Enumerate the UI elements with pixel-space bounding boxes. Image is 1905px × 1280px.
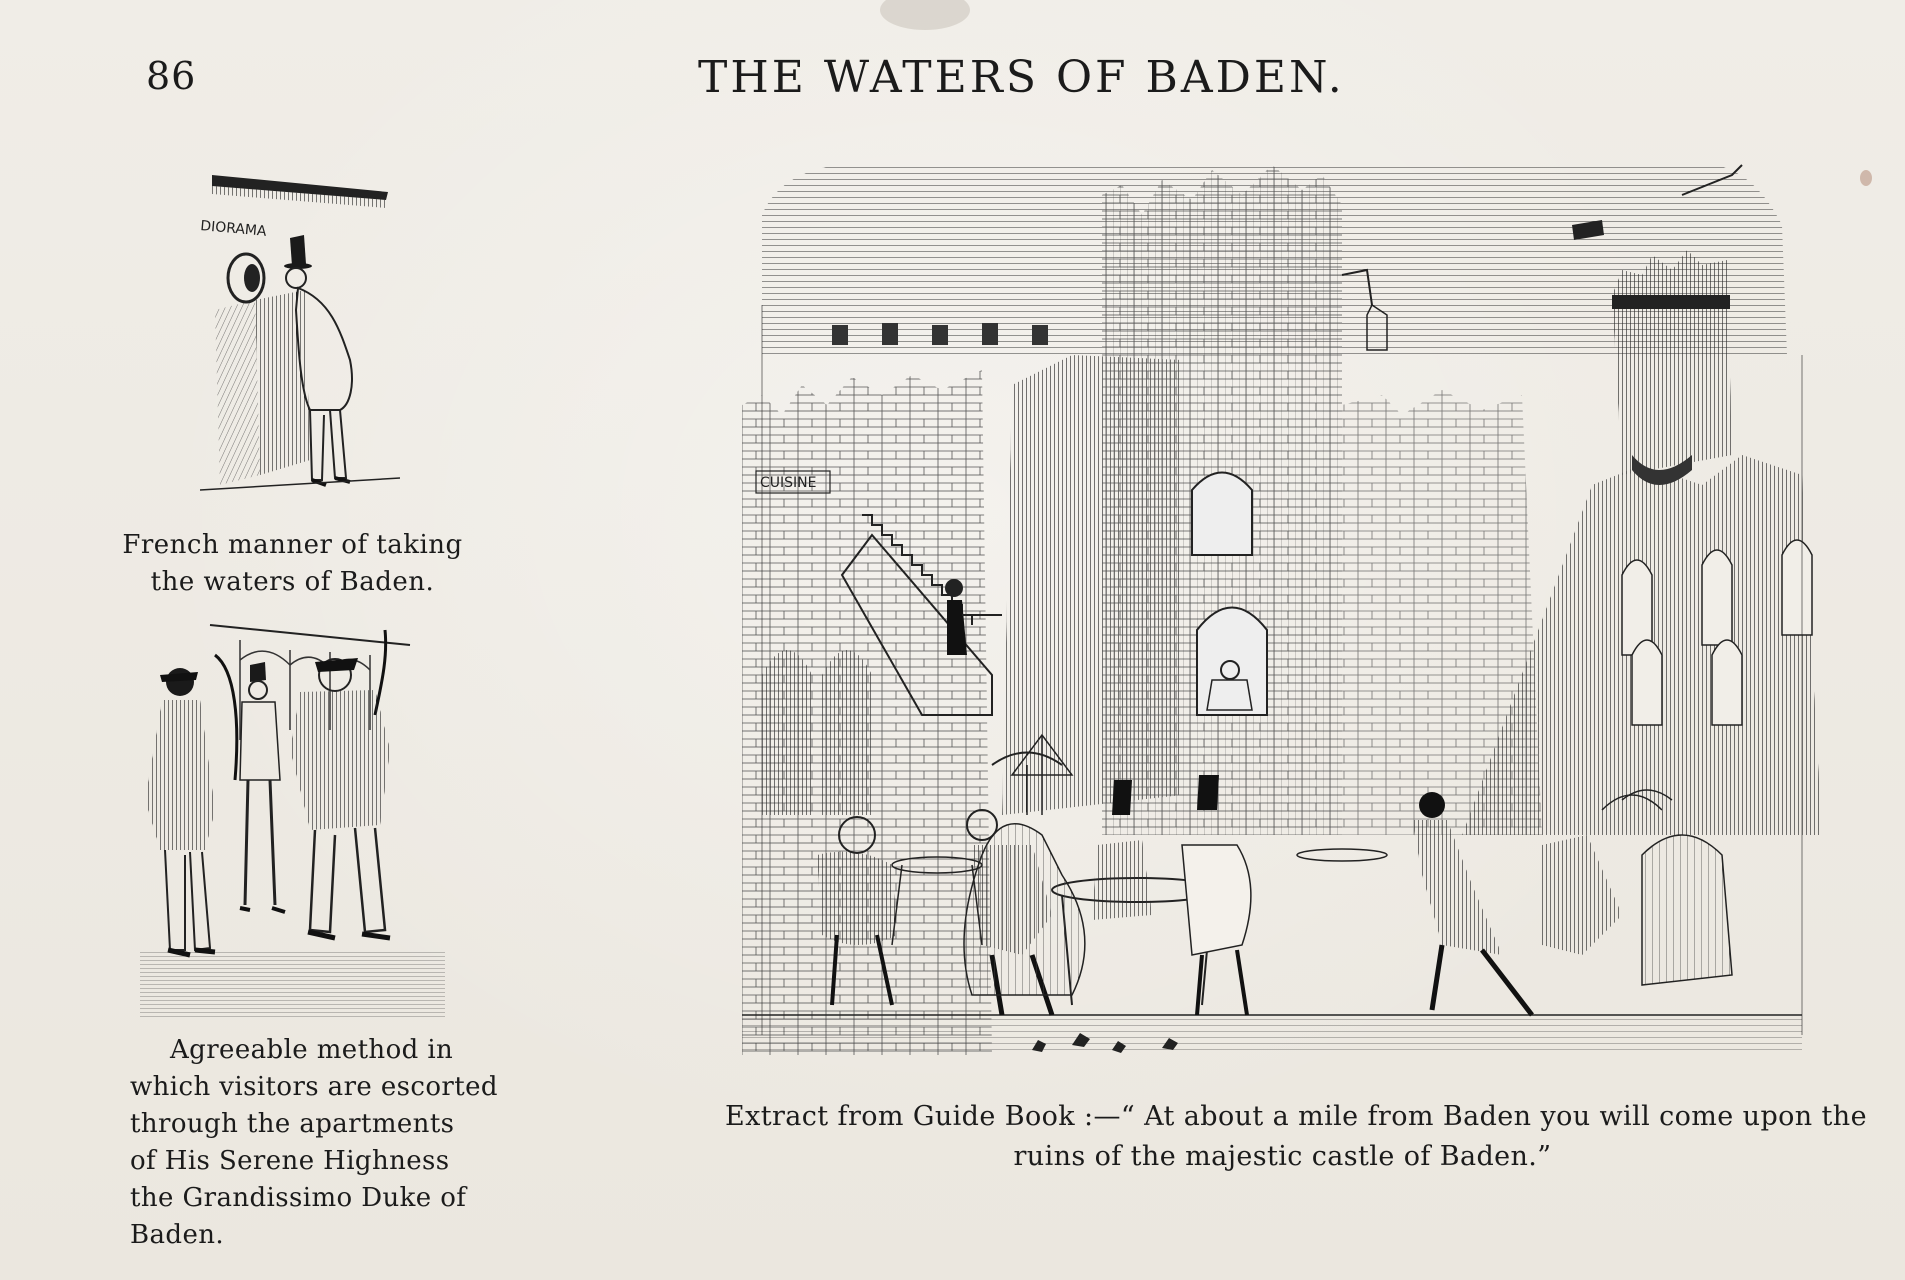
caption-line: the waters of Baden. (150, 567, 435, 597)
escort-engraving (140, 620, 445, 1020)
caption-line: through the apartments (130, 1109, 455, 1139)
caption-line: French manner of taking (122, 530, 463, 560)
caption-line: Baden. (130, 1220, 225, 1250)
diorama-sign: DIORAMA (200, 218, 268, 240)
castle-ruins-illustration (742, 155, 1827, 1075)
diorama-engraving (200, 160, 400, 505)
castle-engraving (742, 155, 1827, 1075)
cuisine-sign: CUISINE (760, 475, 817, 491)
running-head: THE WATERS OF BADEN. (698, 52, 1345, 103)
castle-caption (725, 1097, 1867, 1177)
caption-line: which visitors are escorted (130, 1072, 498, 1102)
caption-line: of His Serene Highness (130, 1146, 450, 1176)
escort-caption (130, 1032, 498, 1254)
page-number: 86 (146, 54, 197, 98)
caption-line: the Grandissimo Duke of (130, 1183, 467, 1213)
diorama-caption (120, 527, 465, 601)
diorama-illustration (200, 160, 400, 505)
paper-stain (1860, 170, 1872, 186)
caption-line: Agreeable method in (170, 1035, 454, 1065)
caption-line: Extract from Guide Book :—“ At about a mile from Baden you will come upon the (725, 1101, 1867, 1132)
escort-illustration (140, 620, 445, 1020)
paper-stain (880, 0, 970, 30)
caption-line: ruins of the majestic castle of Baden.” (1013, 1141, 1552, 1172)
